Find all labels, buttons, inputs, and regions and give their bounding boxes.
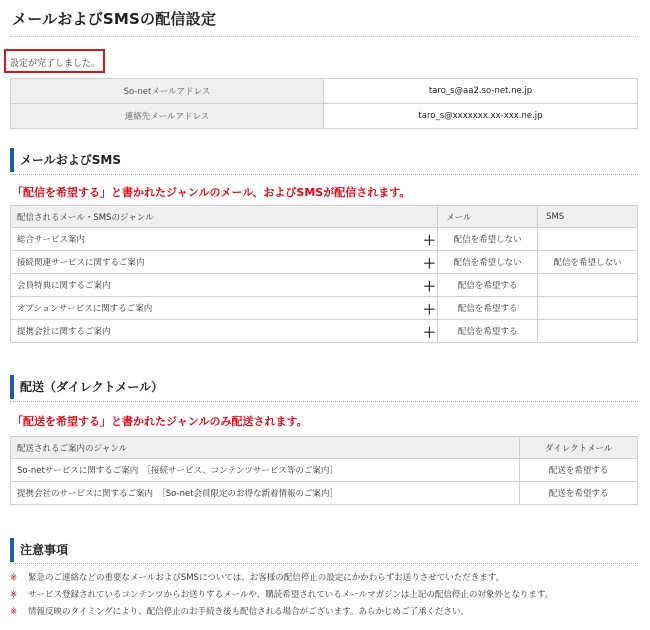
note-mark-icon: ※ bbox=[10, 607, 18, 617]
section-divider bbox=[10, 563, 638, 564]
genre-label: オプションサービスに関するご案内 bbox=[11, 297, 422, 320]
direct-mail-table bbox=[10, 436, 638, 505]
sms-status bbox=[538, 228, 638, 251]
page-title: メールおよびSMSの配信設定 bbox=[12, 10, 217, 28]
genre-label: 提携会社のサービスに関するご案内 ［So-net会員限定のお得な新着情報のご案内］ bbox=[11, 482, 520, 505]
direct-mail-status: 配送を希望する bbox=[520, 459, 638, 482]
mail-status: 配信を希望しない bbox=[438, 228, 538, 251]
list-item bbox=[10, 571, 638, 588]
note-text: 情報反映のタイミングにより、配信停止のお手続き後も配信される場合がございます。あらかじめご了承ください。 bbox=[28, 607, 469, 617]
section-title: 配送（ダイレクトメール） bbox=[20, 380, 164, 394]
table-row bbox=[11, 274, 638, 297]
section-title: メールおよびSMS bbox=[20, 153, 121, 167]
note-mark-icon: ※ bbox=[10, 573, 18, 583]
title-divider bbox=[10, 36, 638, 37]
so-net-address-value: taro_s@aa2.so-net.ne.jp bbox=[324, 79, 638, 104]
section-heading-notes bbox=[10, 538, 638, 562]
note-mark-icon: ※ bbox=[10, 590, 18, 600]
section-divider bbox=[10, 174, 638, 175]
expand-plus-icon[interactable]: ＋ bbox=[422, 228, 438, 251]
column-header-direct-mail: ダイレクトメール bbox=[520, 437, 638, 459]
sms-status bbox=[538, 297, 638, 320]
direct-mail-status: 配送を希望する bbox=[520, 482, 638, 505]
table-row bbox=[11, 482, 638, 505]
mail-status: 配信を希望する bbox=[438, 297, 538, 320]
genre-label: 会員特典に関するご案内 bbox=[11, 274, 422, 297]
section-heading-direct-mail bbox=[10, 375, 638, 399]
list-item bbox=[10, 588, 638, 605]
table-row bbox=[11, 79, 638, 104]
contact-address-label: 連絡先メールアドレス bbox=[11, 104, 324, 129]
column-header-genre: 配信されるメール・SMSのジャンル bbox=[11, 206, 438, 228]
table-row bbox=[11, 251, 638, 274]
mail-sms-note: 「配信を希望する」と書かれたジャンルのメール、およびSMSが配信されます。 bbox=[12, 186, 411, 199]
genre-label: So-netサービスに関するご案内 ［接続サービス、コンテンツサービス等のご案内］ bbox=[11, 459, 520, 482]
mail-sms-table bbox=[10, 205, 638, 343]
expand-plus-icon[interactable]: ＋ bbox=[422, 297, 438, 320]
column-header-mail: メール bbox=[438, 206, 538, 228]
genre-label: 接続関連サービスに関するご案内 bbox=[11, 251, 422, 274]
direct-mail-note: 「配送を希望する」と書かれたジャンルのみ配送されます。 bbox=[12, 415, 308, 428]
column-header-sms: SMS bbox=[538, 206, 638, 228]
sms-status: 配信を希望しない bbox=[538, 251, 638, 274]
table-row bbox=[11, 228, 638, 251]
table-header-row bbox=[11, 206, 638, 228]
mail-status: 配信を希望しない bbox=[438, 251, 538, 274]
genre-label: 総合サービス案内 bbox=[11, 228, 422, 251]
table-row bbox=[11, 297, 638, 320]
table-row bbox=[11, 459, 638, 482]
column-header-genre: 配送されるご案内のジャンル bbox=[11, 437, 520, 459]
section-heading-mail-sms bbox=[10, 148, 638, 172]
expand-plus-icon[interactable]: ＋ bbox=[422, 320, 438, 343]
mail-status: 配信を希望する bbox=[438, 320, 538, 343]
note-text: サービス登録されているコンテンツからお送りするメールや、購読希望されているメールマガジンは上記の配信停止の対象外となります。 bbox=[28, 590, 554, 600]
mail-status: 配信を希望する bbox=[438, 274, 538, 297]
completion-notice: 設定が完了しました。 bbox=[4, 49, 105, 73]
notes-list bbox=[10, 571, 638, 622]
so-net-address-label: So-netメールアドレス bbox=[11, 79, 324, 104]
table-header-row bbox=[11, 437, 638, 459]
table-row bbox=[11, 104, 638, 129]
sms-status bbox=[538, 320, 638, 343]
list-item bbox=[10, 605, 638, 622]
section-title: 注意事項 bbox=[20, 543, 69, 557]
table-row bbox=[11, 320, 638, 343]
section-divider bbox=[10, 401, 638, 402]
contact-address-value: taro_s@xxxxxxx.xx-xxx.ne.jp bbox=[324, 104, 638, 129]
address-table bbox=[10, 78, 638, 129]
expand-plus-icon[interactable]: ＋ bbox=[422, 274, 438, 297]
note-text: 緊急のご連絡などの重要なメールおよびSMSについては、お客様の配信停止の設定にかかわらずお送りさせていただきます。 bbox=[28, 573, 505, 583]
expand-plus-icon[interactable]: ＋ bbox=[422, 251, 438, 274]
genre-label: 提携会社に関するご案内 bbox=[11, 320, 422, 343]
sms-status bbox=[538, 274, 638, 297]
